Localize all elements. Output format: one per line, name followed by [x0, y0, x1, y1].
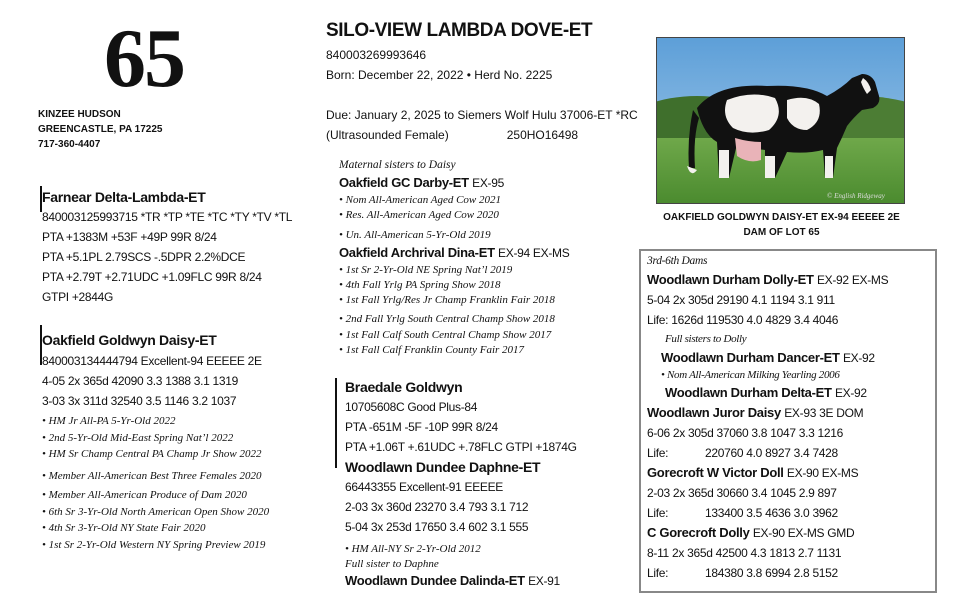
dam-note: • HM Jr All-PA 5-Yr-Old 2022: [42, 415, 176, 427]
dam6-life-label: Life:: [647, 566, 669, 581]
dam5-grade: EX-90 EX-MS: [786, 466, 859, 481]
sister2-grade: EX-94 EX-MS: [498, 245, 570, 260]
mgd-notes: [345, 542, 560, 590]
full-sister1-grade: EX-92: [842, 351, 875, 365]
mgs-line: PTA -651M -5F -10P 99R 8/24: [345, 420, 498, 434]
sister1-note: • Nom All-American Aged Cow 2021: [339, 194, 502, 207]
full-sister1-title: [661, 348, 932, 368]
sister1-title: [339, 173, 569, 193]
dams-heading: 3rd-6th Dams: [647, 255, 708, 267]
dam-record: 3-03 3x 311d 32540 3.5 1146 3.2 1037: [42, 394, 237, 408]
photo-credit: © English Ridgeway: [827, 192, 885, 200]
sire-line: 840003125993715 *TR *TP *TE *TC *TY *TV *TL: [42, 210, 293, 224]
lot-number: 65: [104, 12, 184, 105]
dam4-record: 6-06 2x 305d 37060 3.8 1047 3.3 1216: [647, 426, 844, 441]
full-sister2-grade: EX-92: [834, 386, 867, 401]
dam5-life-label: Life:: [647, 506, 669, 521]
dam5-title: [647, 463, 932, 483]
mgd-line: 66443355 Excellent-91 EEEEE: [345, 480, 504, 494]
dam4-life-values: 220760 4.0 8927 3.4 7428: [705, 446, 838, 461]
dam6-grade: EX-90 EX-MS GMD: [752, 526, 855, 541]
consignor-name: KINZEE HUDSON: [38, 109, 121, 120]
dam-note: • 4th Sr 3-Yr-Old NY State Fair 2020: [42, 522, 206, 534]
dam-note: • 6th Sr 3-Yr-Old North American Open Show 2020: [42, 505, 270, 518]
mgd-sister-name: Woodlawn Dundee Dalinda-ET: [345, 573, 525, 589]
pedigree-bracket-mgs: [335, 378, 337, 468]
sister2-note: • 1st Fall Calf Franklin County Fair 2017: [339, 343, 525, 356]
maternal-sisters: [339, 158, 569, 358]
full-sisters-heading: Full sisters to Dolly: [665, 333, 747, 345]
dam-note: • Member All-American Produce of Dam 2020: [42, 489, 247, 501]
sire-block: [42, 186, 292, 307]
dam4-grade: EX-93 3E DOM: [784, 406, 864, 421]
mgd-sister-grade: EX-91: [528, 574, 560, 589]
dam-notes: [42, 413, 269, 553]
dam-block: [42, 329, 262, 411]
consignor-city: GREENCASTLE, PA 17225: [38, 124, 163, 135]
sire-line: PTA +2.79T +2.71UDC +1.09FLC 99R 8/24: [42, 270, 262, 284]
photo-caption-line2: DAM OF LOT 65: [743, 227, 820, 238]
dam5-name: Gorecroft W Victor Doll: [647, 465, 784, 481]
animal-name: SILO-VIEW LAMBDA DOVE-ET: [326, 20, 593, 41]
dam3-life: Life: 1626d 119530 4.0 4829 3.4 4046: [647, 313, 839, 327]
ultrasound-label: (Ultrasounded Female): [326, 128, 449, 142]
dam4-life: [647, 443, 932, 463]
sister2-note: • 2nd Fall Yrlg South Central Champ Show 2018: [339, 313, 555, 326]
full-sister2-name: Woodlawn Durham Delta-ET: [665, 385, 832, 401]
full-sister1-name: Woodlawn Durham Dancer-ET: [661, 350, 840, 365]
mgd-record: 5-04 3x 253d 17650 3.4 602 3.1 555: [345, 520, 529, 534]
mgs-line: PTA +1.06T +.61UDC +.78FLC GTPI +1874G: [345, 440, 577, 454]
dam5-life-values: 133400 3.5 4636 3.0 3962: [705, 506, 838, 521]
mgd-note: • HM All-NY Sr 2-Yr-Old 2012: [345, 543, 481, 555]
ultrasound-code: 250HO16498: [506, 128, 579, 142]
dam-photo: [656, 37, 905, 204]
mgs-name: Braedale Goldwyn: [345, 379, 463, 395]
sister2-note: • 1st Sr 2-Yr-Old NE Spring Nat’l 2019: [339, 263, 513, 276]
sister2-title: [339, 243, 569, 263]
sister1-name: Oakfield GC Darby-ET: [339, 175, 469, 191]
mgd-sister-title: [345, 572, 560, 590]
animal-registration: 840003269993646: [326, 48, 427, 62]
dam6-life: [647, 563, 932, 583]
sire-line: GTPI +2844G: [42, 290, 114, 304]
dam5-life: [647, 503, 932, 523]
ultrasound-line: [326, 128, 578, 142]
dam6-record: 8-11 2x 365d 42500 4.3 1813 2.7 1131: [647, 546, 842, 561]
dam6-title: [647, 523, 932, 543]
dam5-record: 2-03 2x 365d 30660 3.4 1045 2.9 897: [647, 486, 837, 501]
photo-caption: [640, 210, 923, 240]
dams-box-content: [647, 253, 932, 583]
dam4-life-label: Life:: [647, 446, 669, 461]
full-sister2-title: [665, 383, 932, 403]
sister2-note: • 1st Fall Yrlg/Res Jr Champ Franklin Fair 2018: [339, 294, 555, 307]
consignor-phone: 717-360-4407: [38, 139, 101, 150]
dam-record: 4-05 2x 365d 42090 3.3 1388 3.1 1319: [42, 374, 239, 388]
animal-due: Due: January 2, 2025 to Siemers Wolf Hulu 37006-ET *RC: [326, 108, 638, 122]
dam3-grade: EX-92 EX-MS: [816, 273, 889, 287]
mgd-record: 2-03 3x 360d 23270 3.4 793 3.1 712: [345, 500, 529, 514]
mgd-sister-heading: Full sister to Daphne: [345, 558, 439, 571]
mgd-name: Woodlawn Dundee Daphne-ET: [345, 459, 541, 475]
sister2-note: • 1st Fall Calf South Central Champ Show 2017: [339, 328, 552, 341]
sire-name: Farnear Delta-Lambda-ET: [42, 189, 206, 205]
mgs-line: 10705608C Good Plus-84: [345, 400, 478, 414]
sister1-note: • Un. All-American 5-Yr-Old 2019: [339, 228, 491, 241]
cow-photo-image: [657, 38, 905, 204]
sister2-note: • 4th Fall Yrlg PA Spring Show 2018: [339, 279, 501, 292]
sister1-grade: EX-95: [472, 176, 504, 191]
dam-note: • Member All-American Best Three Females 2020: [42, 469, 262, 482]
dam6-name: C Gorecroft Dolly: [647, 525, 750, 541]
photo-caption-line1: OAKFIELD GOLDWYN DAISY-ET EX-94 EEEEE 2E: [663, 212, 900, 223]
dam3-record: 5-04 2x 305d 29190 4.1 1194 3.1 911: [647, 293, 835, 307]
dam-name: Oakfield Goldwyn Daisy-ET: [42, 332, 217, 348]
dam4-name: Woodlawn Juror Daisy: [647, 405, 781, 421]
dam-note: • HM Sr Champ Central PA Champ Jr Show 2022: [42, 448, 262, 460]
dam-line: 840003134444794 Excellent-94 EEEEE 2E: [42, 354, 262, 368]
sire-line: PTA +1383M +53F +49P 99R 8/24: [42, 230, 217, 244]
mgs-block: [345, 377, 577, 537]
dam6-life-values: 184380 3.8 6994 2.8 5152: [705, 566, 838, 581]
dam4-title: [647, 403, 932, 423]
animal-born: Born: December 22, 2022 • Herd No. 2225: [326, 68, 553, 82]
dam3-name: Woodlawn Durham Dolly-ET: [647, 272, 814, 287]
maternal-heading: Maternal sisters to Daisy: [339, 159, 456, 171]
dam-note: • 2nd 5-Yr-Old Mid-East Spring Nat’l 2022: [42, 431, 234, 444]
full-sister1-note: • Nom All-American Milking Yearling 2006: [661, 369, 840, 381]
dam-note: • 1st Sr 2-Yr-Old Western NY Spring Preview 2019: [42, 538, 266, 551]
sister1-note: • Res. All-American Aged Cow 2020: [339, 209, 499, 222]
consignor-info: [38, 107, 162, 152]
sister2-name: Oakfield Archrival Dina-ET: [339, 244, 495, 260]
sire-line: PTA +5.1PL 2.79SCS -.5DPR 2.2%DCE: [42, 250, 246, 264]
dam3-title: [647, 270, 932, 290]
